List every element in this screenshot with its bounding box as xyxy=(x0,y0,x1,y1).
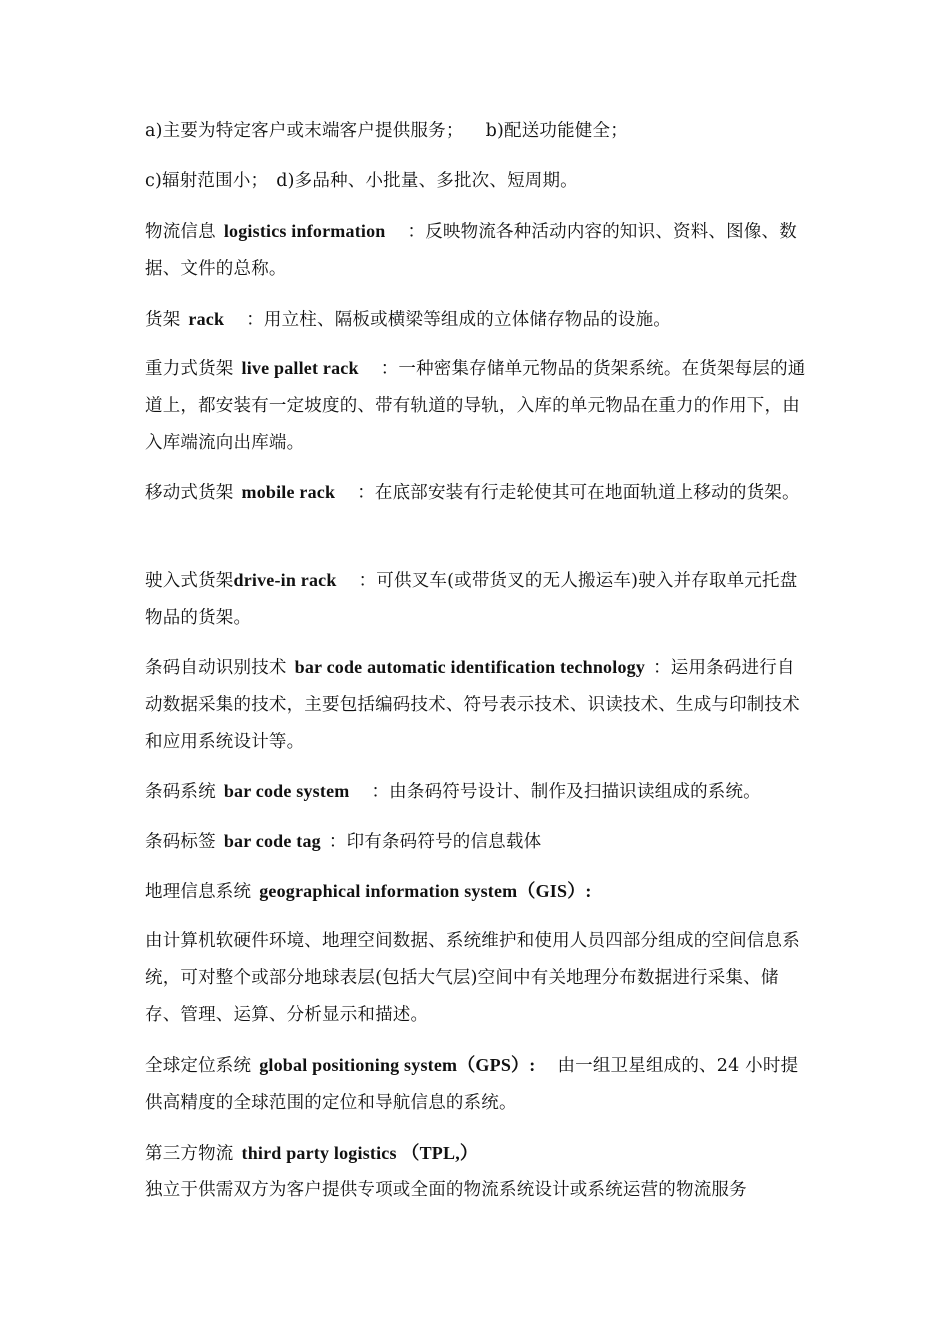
paragraph-text: c)辐射范围小； xyxy=(145,171,269,191)
paragraph-gis-definition xyxy=(145,923,810,1034)
definition: ：用立柱、隔板或横梁等组成的立体储存物品的设施。 xyxy=(246,310,672,330)
term-english: third party logistics （TPL,） xyxy=(241,1143,479,1163)
definition: ：运用条码进行自动数据采集的技术，主要包括编码技术、符号表示技术、识读技术、生成与印制技术和应用系统设计等。 xyxy=(145,658,800,752)
paragraph-mobile-rack xyxy=(145,474,810,512)
term-chinese: 条码系统 xyxy=(145,782,216,802)
definition: ：由条码符号设计、制作及扫描识读组成的系统。 xyxy=(371,782,761,802)
paragraph-rack xyxy=(145,301,810,339)
definition: 独立于供需双方为客户提供专项或全面的物流系统设计或系统运营的物流服务 xyxy=(145,1180,747,1200)
paragraph-logistics-information xyxy=(145,213,810,288)
term-chinese: 第三方物流 xyxy=(145,1144,234,1164)
term-english: rack xyxy=(188,309,225,329)
paragraph-gis-heading xyxy=(145,873,810,911)
definition: 由计算机软硬件环境、地理空间数据、系统维护和使用人员四部分组成的空间信息系统，可对整个或部分地球表层(包括大气层)空间中有关地理分布数据进行采集、储存、管理、运算、分析显示和描述。 xyxy=(145,931,800,1025)
term-english: bar code tag xyxy=(223,831,321,851)
term-english: bar code system xyxy=(223,781,350,801)
term-chinese: 移动式货架 xyxy=(145,483,234,503)
paragraph-bar-code-system xyxy=(145,773,810,811)
term-chinese: 条码标签 xyxy=(145,832,216,852)
paragraph-bar-code-technology xyxy=(145,649,810,761)
term-english: live pallet rack xyxy=(241,358,359,378)
paragraph-text: a)主要为特定客户或末端客户提供服务； xyxy=(145,121,464,141)
term-chinese: 物流信息 xyxy=(145,222,216,242)
term-chinese: 全球定位系统 xyxy=(145,1056,252,1076)
term-english: mobile rack xyxy=(241,482,336,502)
term-chinese: 货架 xyxy=(145,310,181,330)
definition: 由一组卫星组成的、24 小时提供高精度的全球范围的定位和导航信息的系统。 xyxy=(145,1056,799,1113)
paragraph-store-features-1 xyxy=(145,113,810,150)
term-english: global positioning system（GPS）: xyxy=(259,1055,536,1075)
paragraph-live-pallet-rack xyxy=(145,350,810,462)
term-chinese: 条码自动识别技术 xyxy=(145,658,287,678)
definition: ：一种密集存储单元物品的货架系统。在货架每层的通道上，都安装有一定坡度的、带有轨道的导轨，入库的单元物品在重力的作用下，由入库端流向出库端。 xyxy=(145,359,806,453)
paragraph-text: d)多品种、小批量、多批次、短周期。 xyxy=(276,171,578,191)
term-chinese: 重力式货架 xyxy=(145,359,234,379)
paragraph-store-features-2 xyxy=(145,163,810,200)
term-english: geographical information system（GIS）: xyxy=(259,881,592,901)
paragraph-bar-code-tag xyxy=(145,823,810,861)
paragraph-drive-in-rack xyxy=(145,562,810,637)
term-chinese: 地理信息系统 xyxy=(145,882,252,902)
paragraph-gps xyxy=(145,1047,810,1122)
term-english: drive-in rack xyxy=(233,570,337,590)
definition: ：印有条码符号的信息载体 xyxy=(328,832,542,852)
term-english: bar code automatic identification technology xyxy=(294,657,646,677)
paragraph-tpl-definition xyxy=(145,1172,810,1209)
term-english: logistics information xyxy=(223,221,386,241)
definition: ：可供叉车(或带货叉的无人搬运车)驶入并存取单元托盘物品的货架。 xyxy=(145,571,798,628)
definition: ：反映物流各种活动内容的知识、资料、图像、数据、文件的总称。 xyxy=(145,222,797,279)
term-chinese: 驶入式货架 xyxy=(145,571,234,591)
paragraph-text: b)配送功能健全； xyxy=(485,121,628,141)
paragraph-tpl-heading xyxy=(145,1135,810,1173)
definition: ：在底部安装有行走轮使其可在地面轨道上移动的货架。 xyxy=(357,483,800,503)
